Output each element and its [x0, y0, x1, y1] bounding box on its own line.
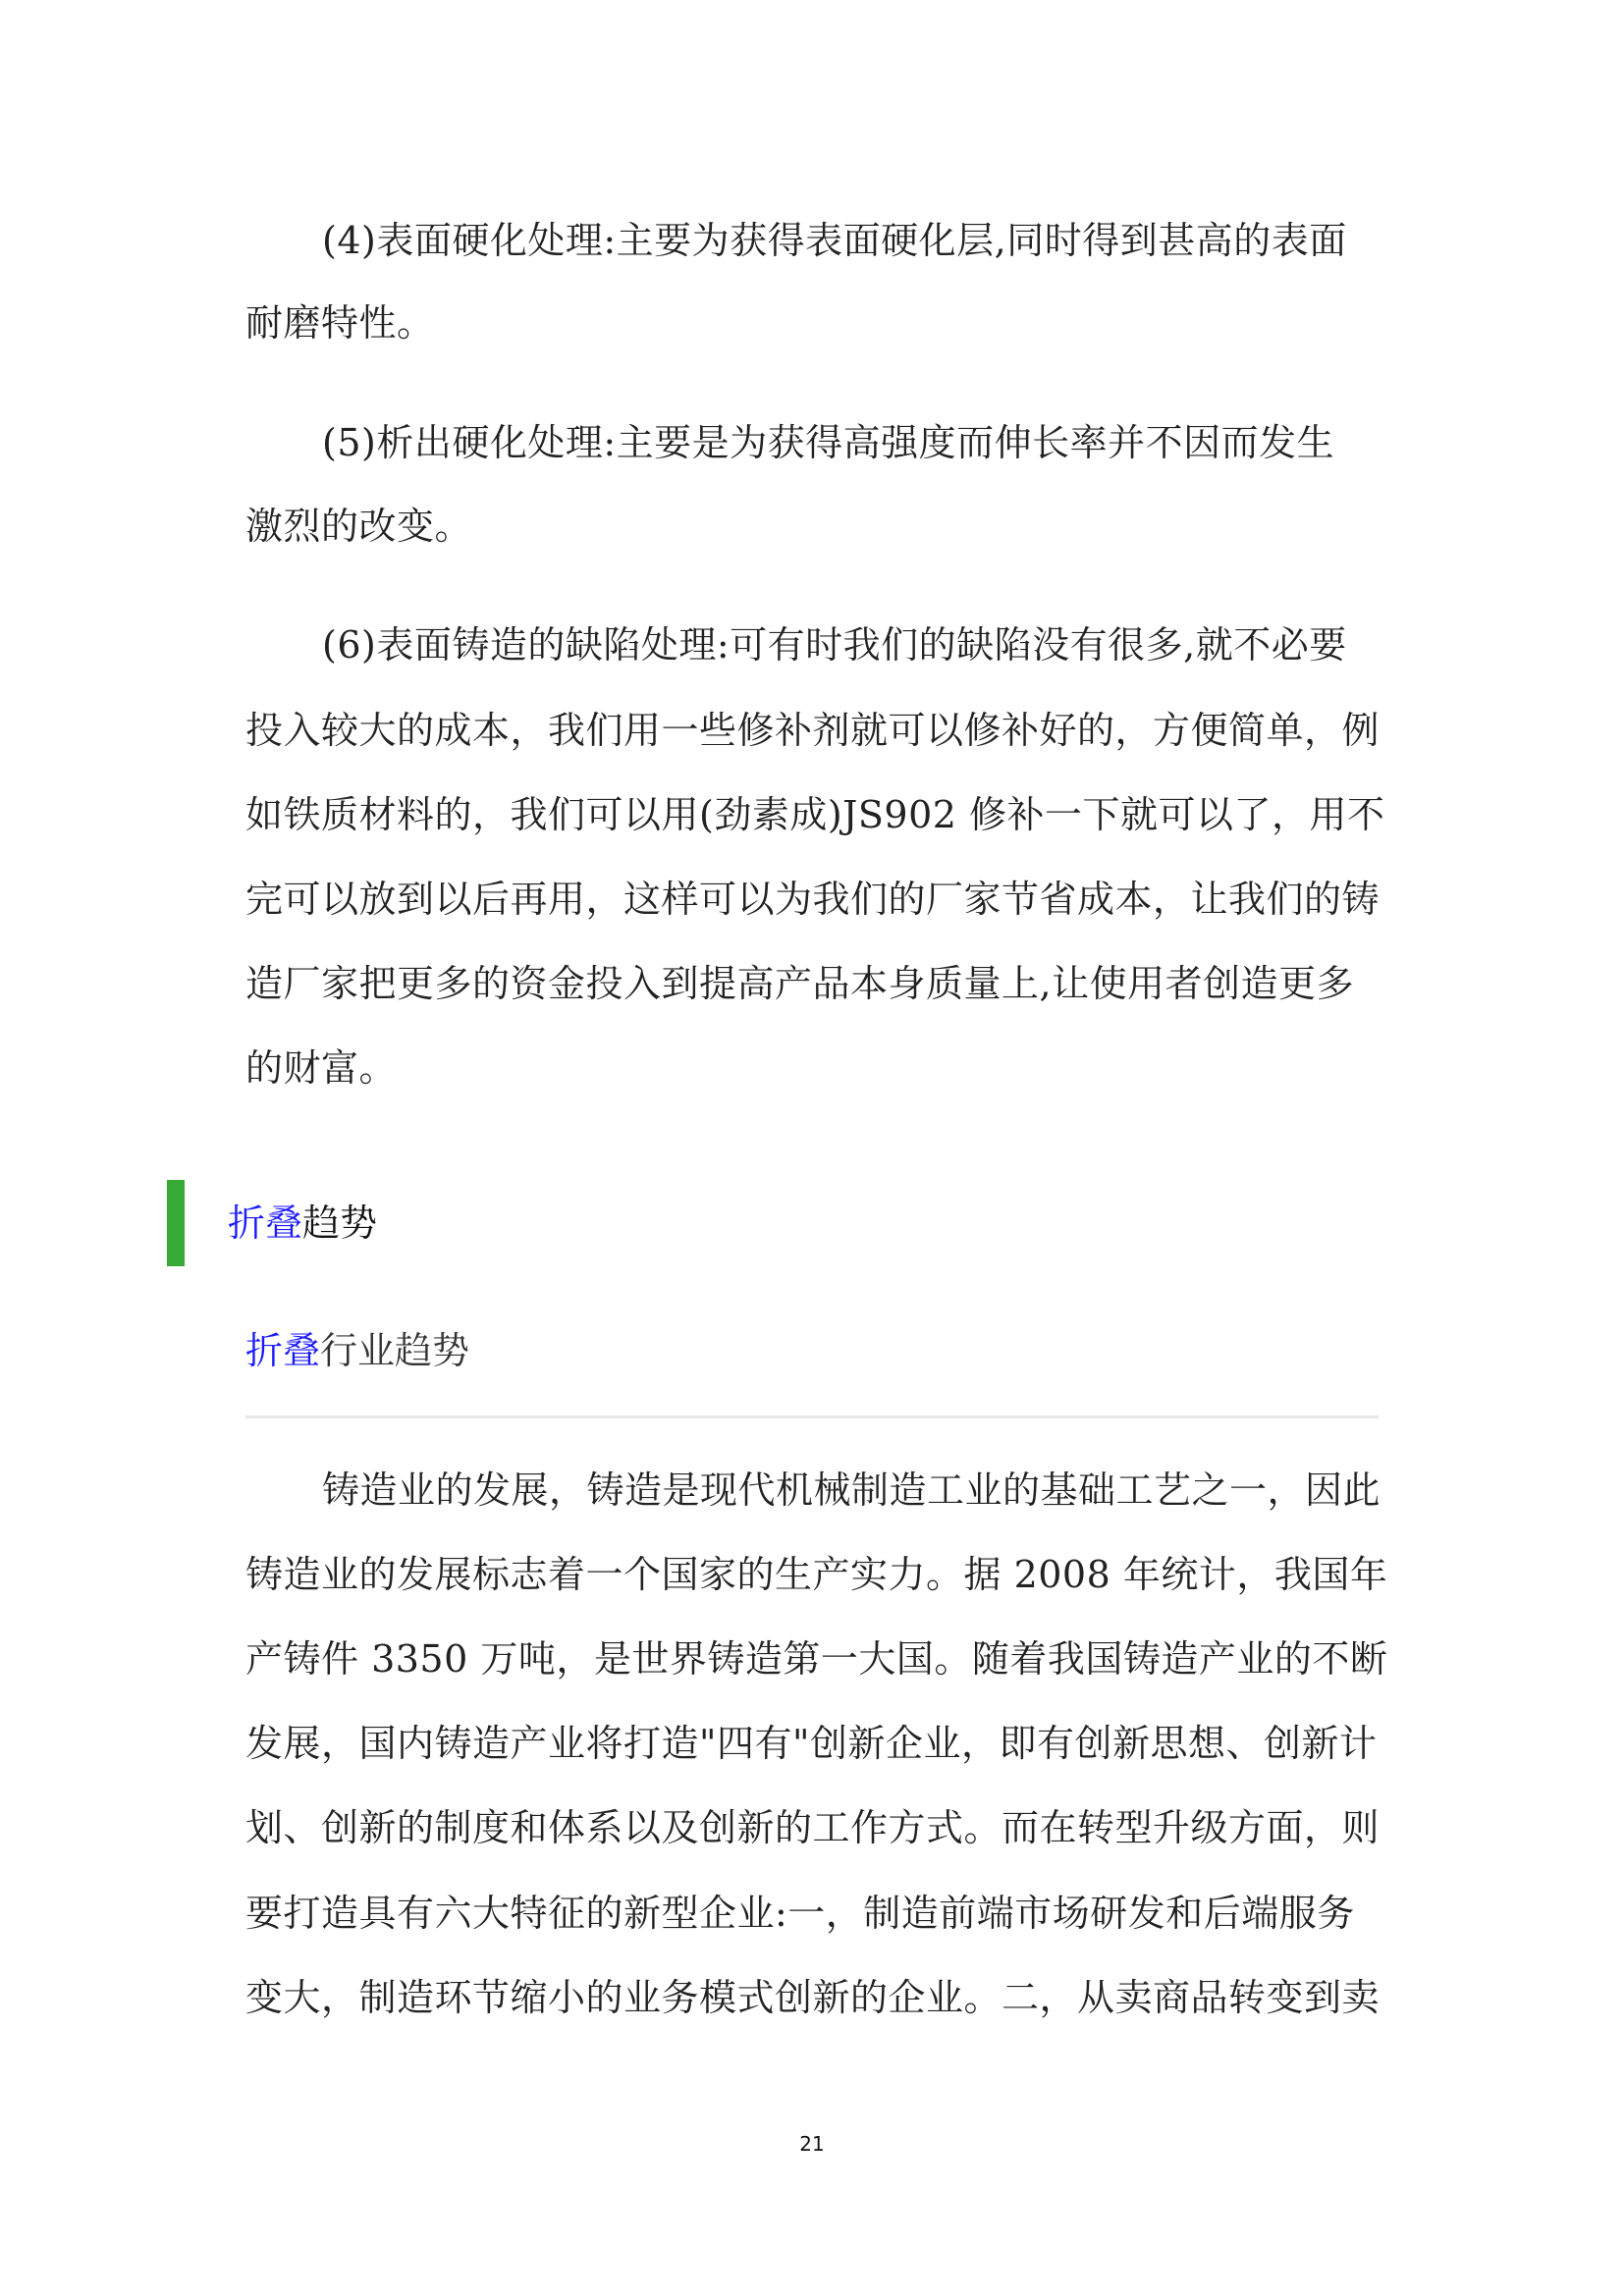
text-line: 变大，制造环节缩小的业务模式创新的企业。二，从卖商品转变到卖 — [245, 1976, 1380, 2019]
section-heading-title: 趋势 — [302, 1201, 378, 1245]
text-line: 激烈的改变。 — [245, 505, 473, 548]
text-line: 铸造业的发展标志着一个国家的生产实力。据 2008 年统计，我国年 — [245, 1553, 1388, 1596]
section-accent-bar — [167, 1180, 185, 1266]
subsection-heading-title: 行业趋势 — [320, 1329, 470, 1372]
text-line: (4)表面硬化处理:主要为获得表面硬化层,同时得到甚高的表面 — [322, 219, 1347, 262]
text-line: 投入较大的成本，我们用一些修补剂就可以修补好的，方便简单，例 — [245, 709, 1380, 752]
page-number: 21 — [799, 2132, 825, 2156]
text-line: 的财富。 — [245, 1046, 398, 1090]
text-line: (6)表面铸造的缺陷处理:可有时我们的缺陷没有很多,就不必要 — [322, 623, 1347, 667]
text-line: 发展，国内铸造产业将打造"四有"创新企业，即有创新思想、创新计 — [245, 1722, 1378, 1765]
text-line: 铸造业的发展，铸造是现代机械制造工业的基础工艺之一，因此 — [322, 1468, 1381, 1512]
text-line: 耐磨特性。 — [245, 301, 435, 345]
text-line: (5)析出硬化处理:主要是为获得高强度而伸长率并不因而发生 — [322, 421, 1335, 464]
text-line: 划、创新的制度和体系以及创新的工作方式。而在转型升级方面，则 — [245, 1806, 1380, 1849]
text-line: 要打造具有六大特征的新型企业:一，制造前端市场研发和后端服务 — [245, 1892, 1355, 1935]
fold-toggle-link[interactable]: 折叠 — [245, 1329, 321, 1372]
text-line: 产铸件 3350 万吨，是世界铸造第一大国。随着我国铸造产业的不断 — [245, 1637, 1388, 1681]
fold-toggle-link[interactable]: 折叠 — [228, 1201, 303, 1245]
text-line: 如铁质材料的，我们可以用(劲素成)JS902 修补一下就可以了，用不 — [245, 793, 1385, 836]
section-heading-trend — [228, 1200, 377, 1247]
subsection-heading-industry-trend — [245, 1327, 469, 1374]
text-line: 完可以放到以后再用，这样可以为我们的厂家节省成本，让我们的铸 — [245, 878, 1380, 921]
section-divider — [245, 1415, 1379, 1418]
text-line: 造厂家把更多的资金投入到提高产品本身质量上,让使用者创造更多 — [245, 962, 1355, 1005]
